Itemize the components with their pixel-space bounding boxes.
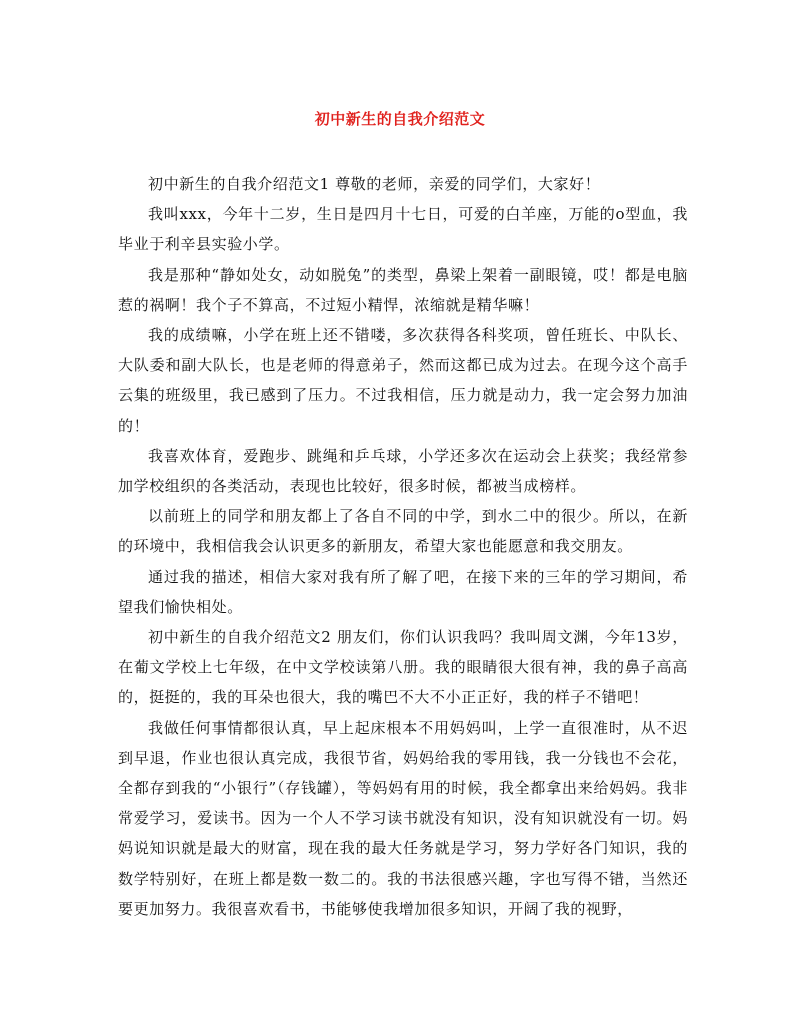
paragraph-5: 我喜欢体育，爱跑步、跳绳和乒乓球，小学还多次在运动会上获奖；我经常参加学校组织的各类活动，表现也比较好，很多时候，都被当成榜样。 <box>118 446 688 496</box>
paragraph-4: 我的成绩嘛，小学在班上还不错喽，多次获得各科奖项，曾任班长、中队长、大队委和副大队长，也是老师的得意弟子，然而这都已成为过去。在现今这个高手云集的班级里，我已感到了压力。不过我相信，压力就是动力，我一定会努力加油的！ <box>118 326 688 435</box>
paragraph-2: 我叫xxx，今年十二岁，生日是四月十七日，可爱的白羊座，万能的o型血，我毕业于利辛县实验小学。 <box>118 205 688 254</box>
paragraph-3: 我是那种“静如处女，动如脱兔”的类型，鼻梁上架着一副眼镜，哎！都是电脑惹的祸啊！我个子不算高，不过短小精悍，浓缩就是精华嘛！ <box>118 265 688 314</box>
paragraph-6: 以前班上的同学和朋友都上了各自不同的中学，到水二中的很少。所以，在新的环境中，我相信我会认识更多的新朋友，希望大家也能愿意和我交朋友。 <box>118 507 688 556</box>
document-body <box>118 169 688 924</box>
paragraph-8: 初中新生的自我介绍范文2 朋友们，你们认识我吗？我叫周文渊，今年13岁，在葡文学校上七年级，在中文学校读第八册。我的眼睛很大很有神，我的鼻子高高的，挺挺的，我的耳朵也很大，我的嘴巴不大不小正正好，我的样子不错吧！ <box>118 628 688 707</box>
paragraph-9: 我做任何事情都很认真，早上起床根本不用妈妈叫，上学一直很准时，从不迟到早退，作业也很认真完成，我很节省，妈妈给我的零用钱，我一分钱也不会花，全都存到我的“小银行”（存钱罐），等妈妈有用的时候，我全都拿出来给妈妈。我非常爱学习，爱读书。因为一个人不学习读书就没有知识，没有知识就没有一切。妈妈说知识就是最大的财富，现在我的最大任务就是学习，努力学好各门知识，我的数学特别好，在班上都是数一数二的。我的书法很感兴趣，字也写得不错，当然还要更加努力。我很喜欢看书，书能够使我增加很多知识，开阔了我的视野， <box>118 718 688 918</box>
document-title: 初中新生的自我介绍范文 <box>314 110 486 128</box>
paragraph-1: 初中新生的自我介绍范文1 尊敬的老师，亲爱的同学们，大家好！ <box>148 175 601 193</box>
paragraph-7: 通过我的描述，相信大家对我有所了解了吧，在接下来的三年的学习期间，希望我们愉快相处。 <box>118 567 688 616</box>
